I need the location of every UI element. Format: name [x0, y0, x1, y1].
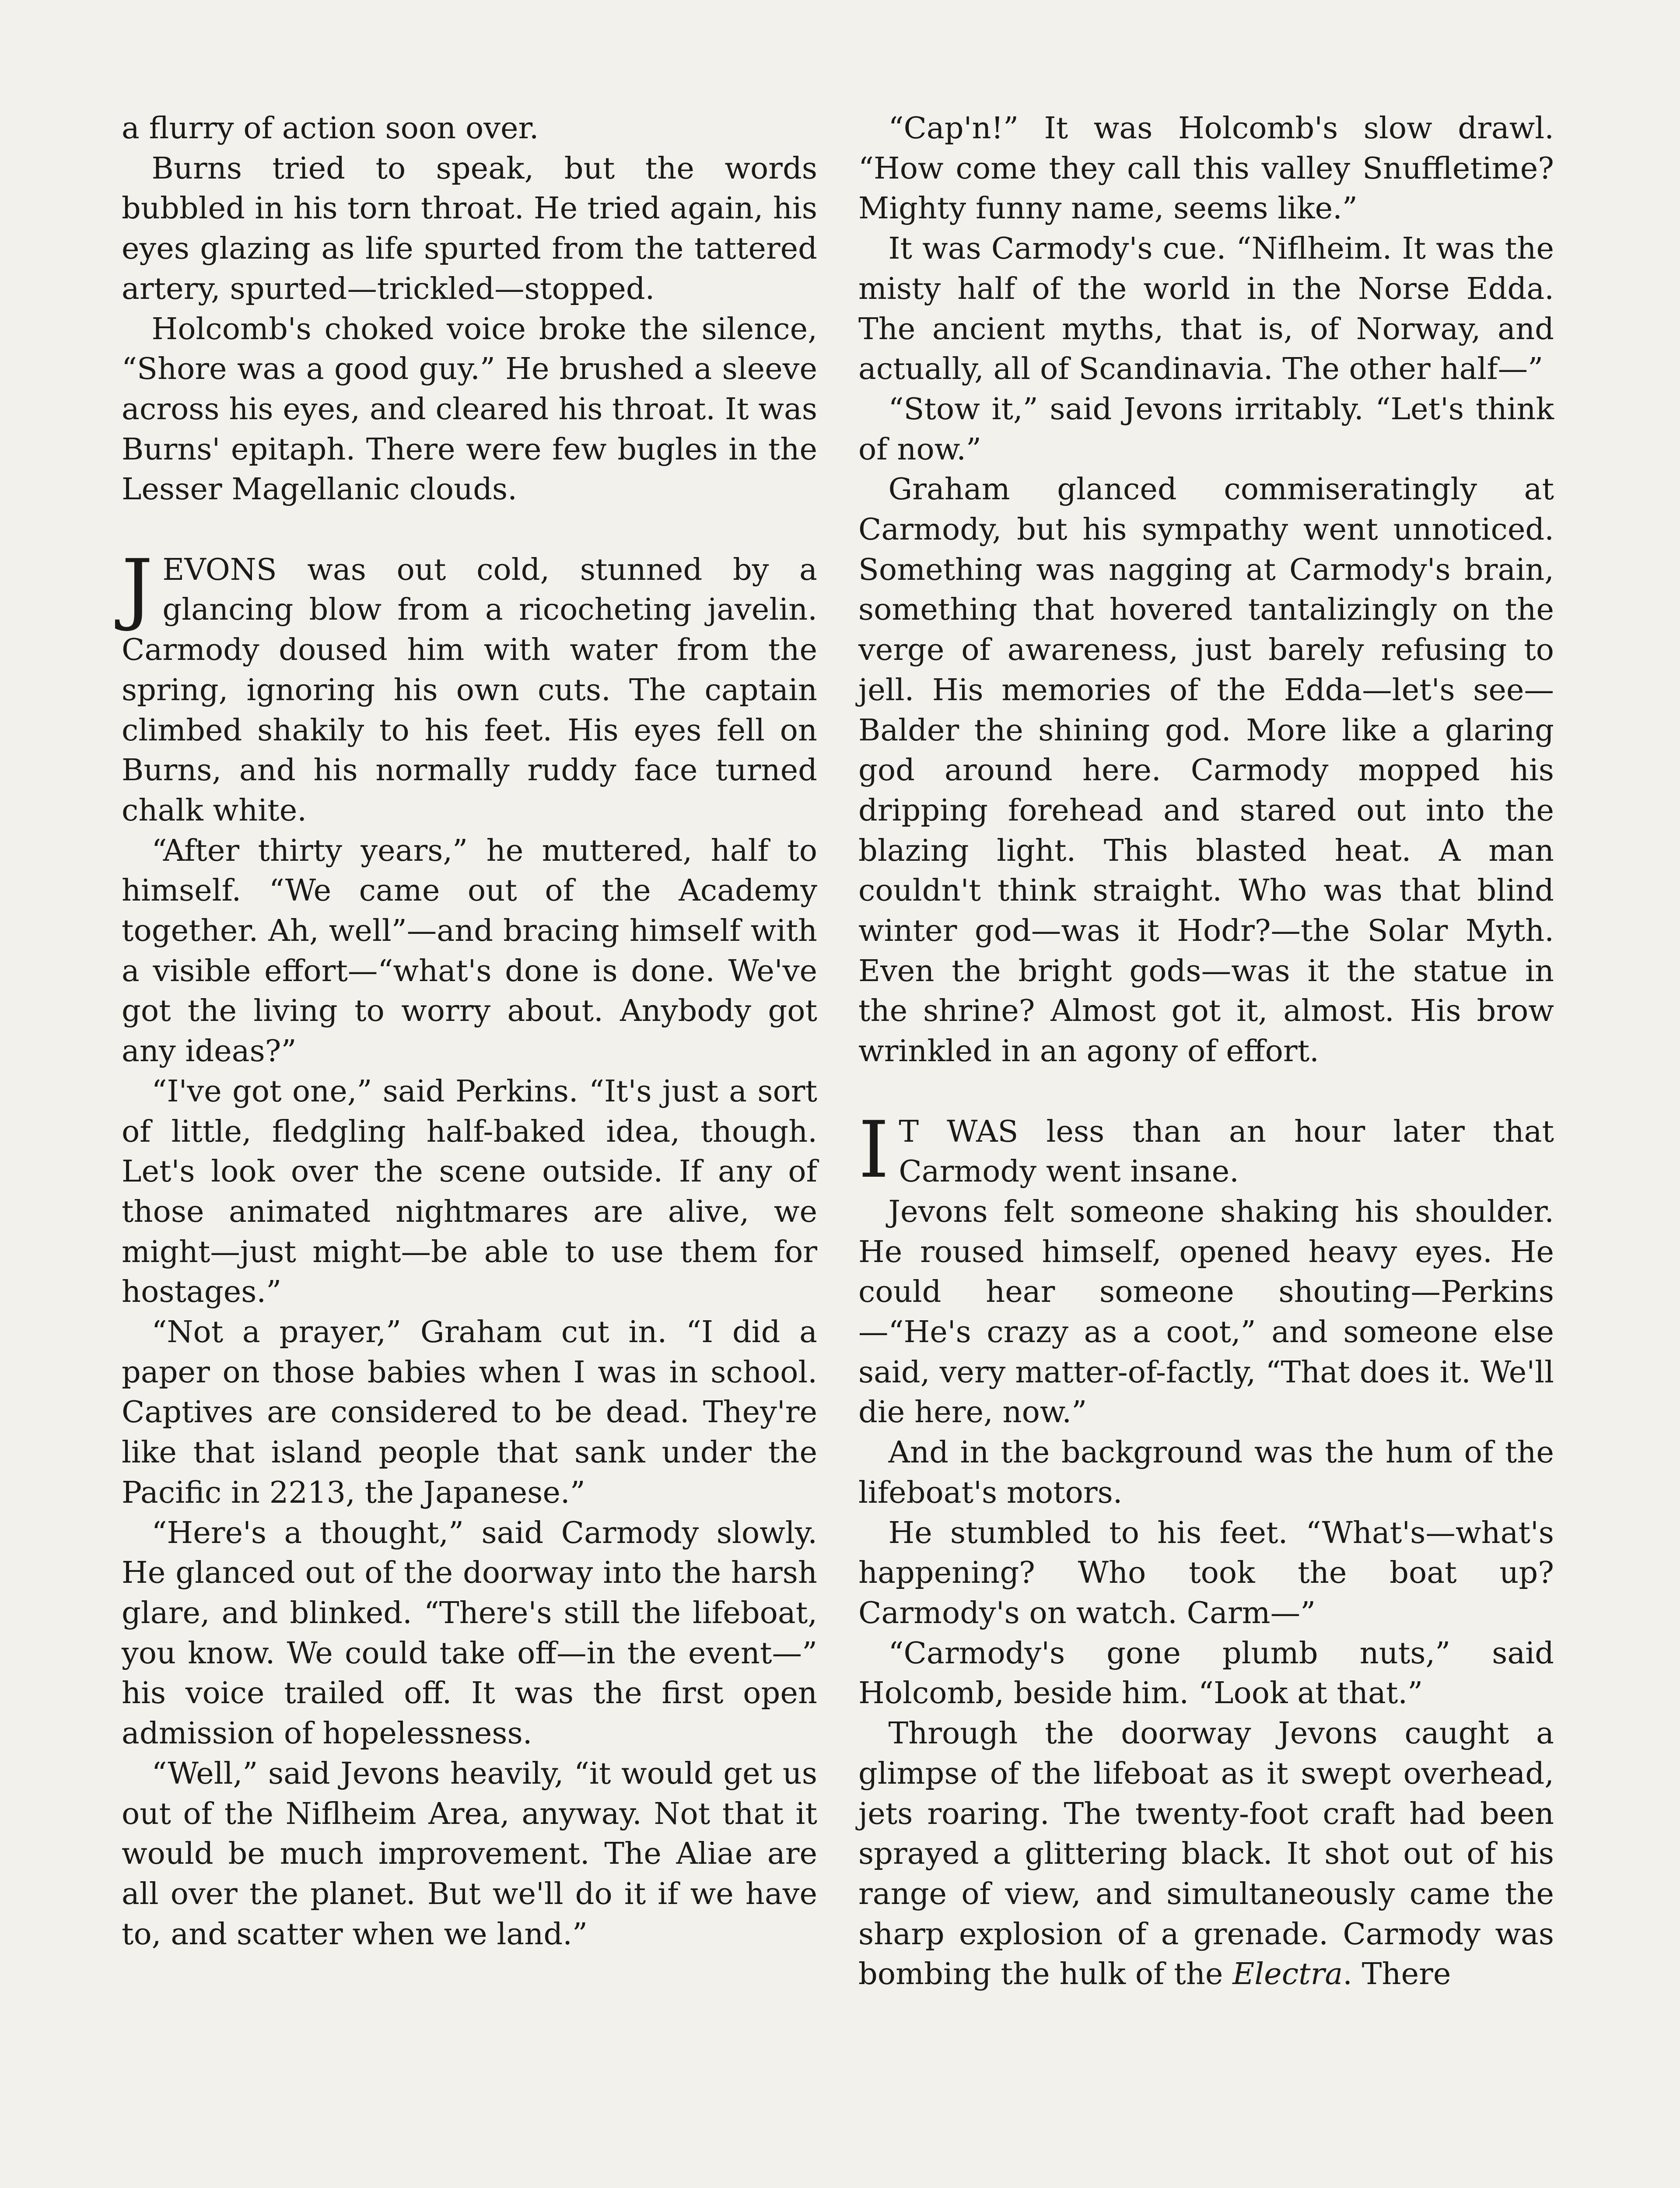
paragraph: Holcomb's choked voice broke the silence, “Shore was a good guy.” He brushed a sleeve across his eyes, and cleared his throat. It was Burns' epitaph. There were few bugles in the Lesser Magellanic clouds. — [122, 311, 817, 507]
paragraph-text: was out cold, stunned by a glancing blow from a ricocheting javelin. Carmody doused him with water from the spring, ignoring his own cuts. The captain climbed shakily to his feet. His eyes fell on Burns, and his normally ruddy face turned chalk white. — [122, 552, 817, 828]
paragraph: “Here's a thought,” said Carmody slowly. He glanced out of the doorway into the harsh glare, and blinked. “There's still the lifeboat, you know. We could take off—in the event—” his voice trailed off. It was the first open admission of hopelessness. — [122, 1515, 817, 1751]
paragraph — [858, 1714, 1554, 1995]
paragraph: “Well,” said Jevons heavily, “it would get us out of the Niflheim Area, anyway. Not that it would be much improvement. The Aliae are all over the planet. But we'll do it if we have to, and scatter when we land.” — [122, 1756, 817, 1952]
paragraph: a flurry of action soon over. — [122, 111, 539, 146]
section-break — [858, 1072, 1554, 1112]
paragraph: And in the background was the hum of the lifeboat's motors. — [858, 1435, 1554, 1510]
section-break — [122, 510, 817, 550]
paragraph: “Cap'n!” It was Holcomb's slow drawl. “How come they call this valley Snuffletime? Mighty funny name, seems like.” — [858, 111, 1554, 226]
right-column — [858, 109, 1554, 1995]
section-opening-paragraph — [858, 1104, 1554, 1195]
left-column — [122, 109, 817, 1954]
section-opening-paragraph — [122, 542, 817, 831]
paragraph: “After thirty years,” he muttered, half to himself. “We came out of the Academy together. Ah, well”—and bracing himself with a visible effort—“what's done is done. We've got the living to worry about. Anybody got any ideas?” — [122, 833, 817, 1069]
ship-name: Electra — [1232, 1957, 1343, 1992]
paragraph: Burns tried to speak, but the words bubbled in his torn throat. He tried again, his eyes glazing as life spurted from the tattered artery, spurted—trickled—stopped. — [122, 151, 817, 306]
drop-cap: I — [858, 1104, 889, 1195]
paragraph: Graham glanced commiseratingly at Carmody, but his sympathy went unnoticed. Something was nagging at Carmody's brain, something that hovered tantalizingly on the verge of awareness, just barely refusing to jell. His memories of the Edda—let's see—Balder the shining god. More like a glaring god around here. Carmody mopped his dripping forehead and stared out into the blazing light. This blasted heat. A man couldn't think straight. Who was that blind winter god—was it Hodr?—the Solar Myth. Even the bright gods—was it the statue in the shrine? Almost got it, almost. His brow wrinkled in an agony of effort. — [858, 472, 1554, 1069]
drop-cap-tail: EVONS — [162, 552, 277, 587]
paragraph-text: . There — [1343, 1957, 1451, 1992]
paragraph: Jevons felt someone shaking his shoulder. He roused himself, opened heavy eyes. He could hear someone shouting—Perkins—“He's crazy as a coot,” and someone else said, very matter-of-factly, “That does it. We'll die here, now.” — [858, 1194, 1554, 1430]
paragraph: “I've got one,” said Perkins. “It's just a sort of little, fledgling half-baked idea, though. Let's look over the scene outside. If any of those animated nightmares are alive, we might—just might—be able to use them for hostages.” — [122, 1073, 817, 1310]
paragraph-text: less than an hour later that Carmody went insane. — [899, 1114, 1554, 1189]
paragraph-text: Through the doorway Jevons caught a glimpse of the lifeboat as it swept overhead, jets roaring. The twenty-foot craft had been sprayed a glittering black. It shot out of his range of view, and simultaneously came the sharp explosion of a grenade. Carmody was bombing the hulk of the — [858, 1716, 1554, 1992]
paragraph: “Carmody's gone plumb nuts,” said Holcomb, beside him. “Look at that.” — [858, 1635, 1554, 1711]
drop-cap-tail: T WAS — [899, 1114, 1018, 1149]
paragraph: “Not a prayer,” Graham cut in. “I did a paper on those babies when I was in school. Captives are considered to be dead. They're like that island people that sank under the Pacific in 2213, the Japanese.” — [122, 1315, 817, 1510]
paragraph: He stumbled to his feet. “What's—what's happening? Who took the boat up? Carmody's on watch. Carm—” — [858, 1515, 1554, 1630]
paragraph: It was Carmody's cue. “Niflheim. It was the misty half of the world in the Norse Edda. The ancient myths, that is, of Norway, and actually, all of Scandinavia. The other half—” — [858, 231, 1554, 387]
drop-cap: J — [122, 542, 153, 633]
paragraph: “Stow it,” said Jevons irritably. “Let's think of now.” — [858, 391, 1554, 467]
